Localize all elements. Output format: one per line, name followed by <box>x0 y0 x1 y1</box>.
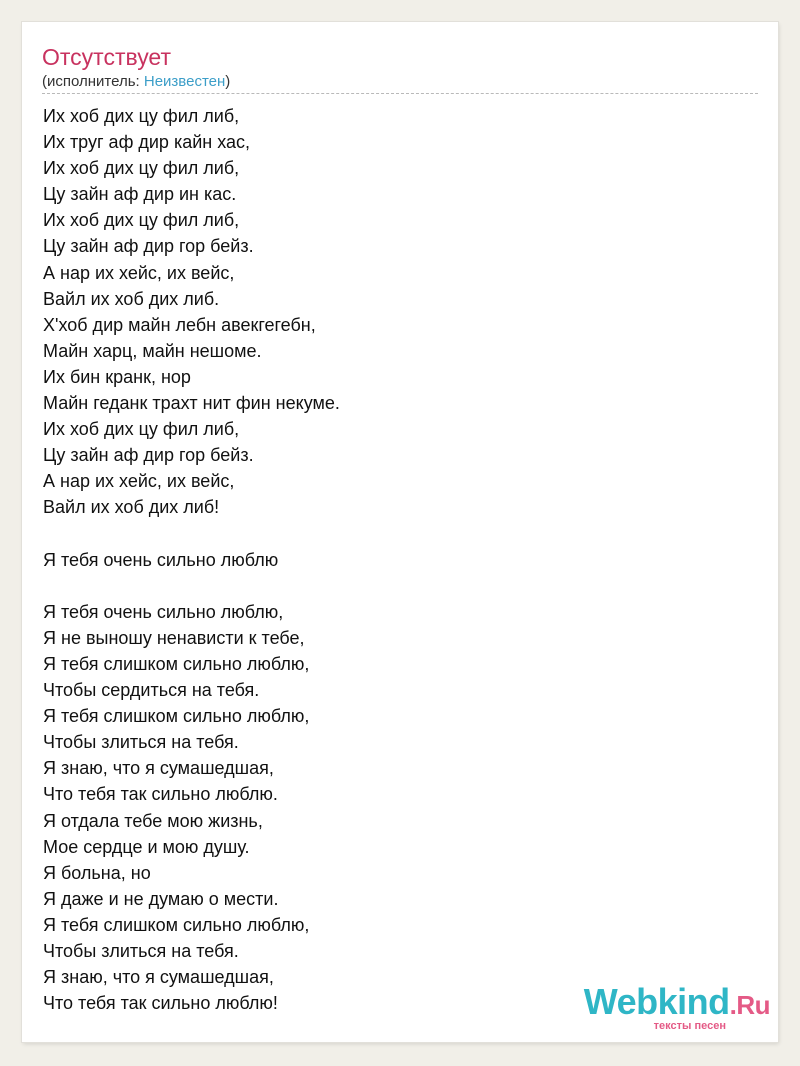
lyric-line: Х'хоб дир майн лебн авекгегебн, <box>43 314 316 335</box>
lyric-line: Их труг аф дир кайн хас, <box>43 132 251 153</box>
lyric-line: Я тебя слишком сильно люблю, <box>43 914 310 935</box>
lyric-line: Я знаю, что я сумашедшая, <box>43 758 274 779</box>
lyric-line: Чтобы злиться на тебя. <box>43 732 239 753</box>
lyric-line: А нар их хейс, их вейс, <box>43 471 235 492</box>
lyric-line <box>43 573 743 599</box>
lyric-line: Я тебя слишком сильно люблю, <box>43 653 310 674</box>
lyric-line: Я тебя очень сильно люблю <box>43 549 279 570</box>
lyric-line: Цу зайн аф дир гор бейз. <box>43 236 254 257</box>
logo-brand <box>583 981 770 1023</box>
lyrics-text <box>43 103 743 1016</box>
song-title: Отсутствует <box>42 44 171 70</box>
lyric-line: Майн харц, майн нешоме. <box>43 340 262 361</box>
artist-suffix: ) <box>225 73 231 90</box>
dashed-divider <box>42 93 758 94</box>
lyric-line: Я отдала тебе мою жизнь, <box>43 810 263 831</box>
lyric-line: Цу зайн аф дир ин кас. <box>43 184 237 205</box>
lyric-line: Что тебя так сильно люблю! <box>43 993 278 1014</box>
lyric-line: А нар их хейс, их вейс, <box>43 262 235 283</box>
lyric-line: Я тебя слишком сильно люблю, <box>43 706 310 727</box>
site-logo[interactable] <box>583 981 770 1032</box>
lyric-line: Чтобы сердиться на тебя. <box>43 680 260 701</box>
lyric-line: Майн геданк трахт нит фин некуме. <box>43 393 340 414</box>
lyric-line: Их хоб дих цу фил либ, <box>43 419 240 440</box>
lyric-line: Их хоб дих цу фил либ, <box>43 210 240 231</box>
lyric-line: Что тебя так сильно люблю. <box>43 784 278 805</box>
lyric-line: Я даже и не думаю о мести. <box>43 888 279 909</box>
lyric-line: Их бин кранк, нор <box>43 366 191 387</box>
lyric-line: Чтобы злиться на тебя. <box>43 941 239 961</box>
lyric-line: Мое сердце и мою душу. <box>43 836 250 857</box>
logo-tagline: тексты песен <box>653 1020 726 1032</box>
artist-line <box>42 73 230 91</box>
lyric-line: Я не выношу ненависти к тебе, <box>43 627 305 648</box>
lyrics-card <box>22 22 778 1042</box>
logo-tld: .Ru <box>729 990 770 1020</box>
lyric-line <box>43 521 743 547</box>
lyric-line: Вайл их хоб дих либ. <box>43 288 220 309</box>
lyric-line: Цу зайн аф дир гор бейз. <box>43 445 254 466</box>
lyric-line: Я больна, но <box>43 862 151 883</box>
lyric-line: Их хоб дих цу фил либ, <box>43 158 240 179</box>
lyric-line: Я тебя очень сильно люблю, <box>43 601 284 622</box>
logo-brand-name: Webkind <box>583 981 730 1022</box>
lyric-line: Я знаю, что я сумашедшая, <box>43 967 274 988</box>
artist-prefix: (исполнитель: <box>42 73 144 90</box>
lyric-line: Вайл их хоб дих либ! <box>43 497 220 518</box>
lyric-line: Их хоб дих цу фил либ, <box>43 106 240 126</box>
artist-link[interactable]: Неизвестен <box>143 73 226 90</box>
